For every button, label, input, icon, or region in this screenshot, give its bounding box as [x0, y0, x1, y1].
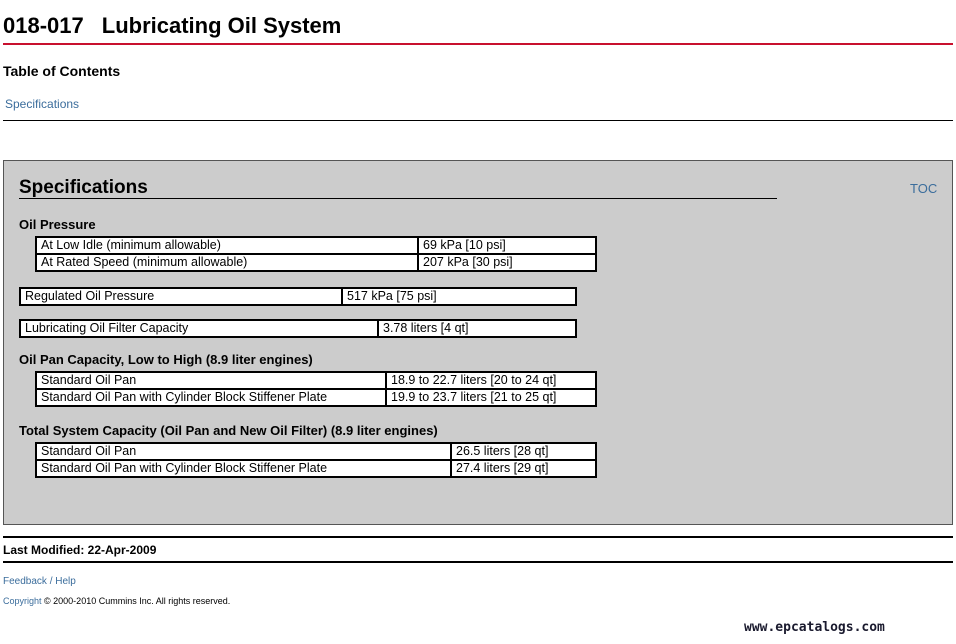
spec-value: 3.78 liters [4 qt]	[378, 320, 576, 337]
specifications-title: Specifications	[19, 177, 148, 198]
copyright-link[interactable]: Copyright	[3, 596, 42, 606]
spec-label: Regulated Oil Pressure	[20, 288, 342, 305]
watermark: www.epcatalogs.com	[744, 620, 885, 635]
toc-divider	[3, 120, 953, 121]
spec-value: 19.9 to 23.7 liters [21 to 25 qt]	[386, 389, 596, 406]
toc-link-specifications[interactable]: Specifications	[5, 97, 80, 111]
table-row	[36, 254, 596, 271]
copyright-notice	[3, 596, 230, 606]
doc-title-text: Lubricating Oil System	[101, 13, 342, 38]
spec-value: 26.5 liters [28 qt]	[451, 443, 596, 460]
footer-bottom-divider	[3, 561, 953, 563]
footer-top-divider	[3, 536, 953, 538]
regulated-pressure-table	[19, 287, 577, 306]
spec-label: Standard Oil Pan	[36, 443, 451, 460]
spec-label: Lubricating Oil Filter Capacity	[20, 320, 378, 337]
oil-pressure-heading: Oil Pressure	[19, 217, 96, 232]
table-row	[36, 443, 596, 460]
spec-label: Standard Oil Pan	[36, 372, 386, 389]
title-divider	[3, 43, 953, 45]
specifications-panel	[3, 160, 953, 525]
spec-value: 18.9 to 22.7 liters [20 to 24 qt]	[386, 372, 596, 389]
spec-value: 27.4 liters [29 qt]	[451, 460, 596, 477]
spec-label: At Rated Speed (minimum allowable)	[36, 254, 418, 271]
total-capacity-heading: Total System Capacity (Oil Pan and New Oil Filter) (8.9 liter engines)	[19, 423, 438, 438]
table-row	[36, 237, 596, 254]
spec-value: 69 kPa [10 psi]	[418, 237, 596, 254]
feedback-help-link[interactable]: Feedback / Help	[3, 576, 76, 587]
oil-pressure-table	[35, 236, 597, 272]
table-row	[20, 320, 576, 337]
pan-capacity-table	[35, 371, 597, 407]
spec-label: Standard Oil Pan with Cylinder Block Stiffener Plate	[36, 389, 386, 406]
specifications-divider	[19, 198, 777, 199]
toc-back-link[interactable]: TOC	[910, 181, 938, 196]
spec-value: 517 kPa [75 psi]	[342, 288, 576, 305]
table-row	[36, 460, 596, 477]
spec-value: 207 kPa [30 psi]	[418, 254, 596, 271]
toc-heading: Table of Contents	[3, 63, 121, 79]
table-row	[20, 288, 576, 305]
spec-label: Standard Oil Pan with Cylinder Block Stiffener Plate	[36, 460, 451, 477]
spec-label: At Low Idle (minimum allowable)	[36, 237, 418, 254]
pan-capacity-heading: Oil Pan Capacity, Low to High (8.9 liter engines)	[19, 352, 313, 367]
total-capacity-table	[35, 442, 597, 478]
page-title	[3, 13, 341, 39]
filter-capacity-table	[19, 319, 577, 338]
doc-number: 018-017	[3, 13, 84, 38]
copyright-text: © 2000-2010 Cummins Inc. All rights reserved.	[41, 596, 231, 606]
table-row	[36, 389, 596, 406]
table-row	[36, 372, 596, 389]
last-modified: Last Modified: 22-Apr-2009	[3, 543, 157, 557]
